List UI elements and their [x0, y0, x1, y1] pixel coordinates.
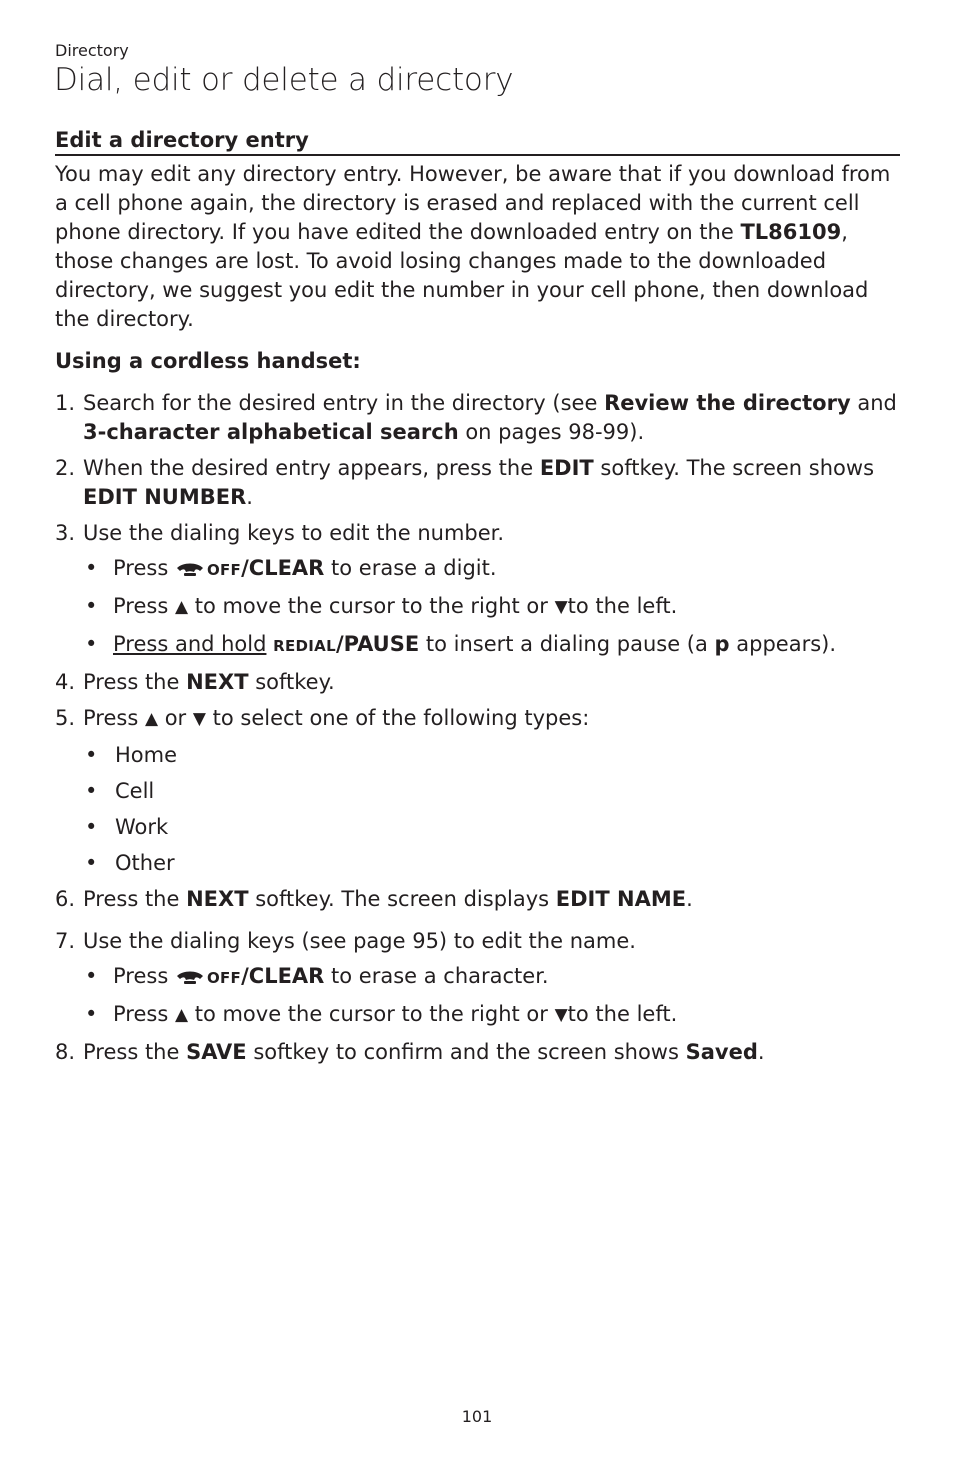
handset-off-icon [175, 561, 205, 577]
step-8 [55, 1038, 900, 1067]
step-7 [55, 927, 900, 1031]
bullet-text: to the left. [567, 594, 678, 618]
step-text: . [757, 1040, 765, 1064]
bullet-erase-character [83, 962, 900, 993]
bullet-move-cursor [83, 592, 900, 623]
step-5 [55, 704, 900, 878]
step-text: Use the dialing keys to edit the number. [83, 521, 505, 545]
bullet-text: appears). [729, 632, 837, 656]
ref-review-directory: Review the directory [604, 391, 851, 415]
type-option [83, 777, 900, 806]
redial-key-label: REDIAL [273, 637, 336, 655]
bullet-dot: • [85, 815, 98, 839]
bullet-text: to move the cursor to the right or [188, 594, 555, 618]
off-key-label: OFF [206, 561, 242, 579]
clear-key-label: /CLEAR [241, 964, 325, 988]
bullet-text: to move the cursor to the right or [188, 1002, 555, 1026]
bullet-text: to insert a dialing pause (a [419, 632, 715, 656]
step-number: 4. [55, 670, 76, 694]
type-label: Home [115, 743, 178, 767]
type-label: Work [115, 815, 169, 839]
edit-name-screen: EDIT NAME [555, 887, 687, 911]
step-text: to select one of the following types: [205, 706, 590, 730]
step-text: Press the [83, 1040, 187, 1064]
step-number: 8. [55, 1040, 76, 1064]
bullet-dot: • [85, 964, 98, 988]
step-text: . [246, 485, 253, 509]
save-softkey-label: SAVE [186, 1040, 247, 1064]
type-option [83, 849, 900, 878]
down-arrow-icon: ▼ [554, 597, 568, 617]
step-text: Press the [83, 887, 187, 911]
step-text: Press [83, 706, 145, 730]
bullet-dot: • [85, 556, 98, 580]
step-number: 1. [55, 391, 76, 415]
step-text: or [158, 706, 193, 730]
page-number: 101 [461, 1407, 493, 1426]
step-number: 2. [55, 456, 76, 480]
step-6 [55, 885, 900, 914]
step-3-bullets [83, 554, 900, 661]
down-arrow-icon: ▼ [192, 709, 206, 729]
bullet-text: to erase a character. [324, 964, 549, 988]
pause-key-label: /PAUSE [335, 632, 420, 656]
type-options-list [83, 741, 900, 878]
step-text: Search for the desired entry in the directory (see [83, 391, 605, 415]
up-arrow-icon: ▲ [144, 709, 159, 729]
step-text: When the desired entry appears, press the [83, 456, 540, 480]
edit-number-screen: EDIT NUMBER [83, 485, 247, 509]
step-text: Press the [83, 670, 187, 694]
bullet-move-cursor [83, 1000, 900, 1031]
intro-paragraph [55, 160, 900, 334]
step-text: softkey. The screen shows [593, 456, 875, 480]
press-and-hold-link[interactable]: Press and hold [113, 632, 267, 656]
bullet-dot: • [85, 594, 98, 618]
off-key-label: OFF [206, 969, 242, 987]
step-text: . [686, 887, 693, 911]
type-label: Cell [115, 779, 155, 803]
handset-off-icon [175, 969, 205, 985]
bullet-text: Press [113, 964, 175, 988]
bullet-text: Press [113, 1002, 175, 1026]
ref-alphabetical-search: 3-character alphabetical search [83, 420, 459, 444]
step-number: 7. [55, 929, 76, 953]
bullet-dot: • [85, 851, 98, 875]
bullet-text: Press [113, 594, 175, 618]
step-text: softkey. The screen displays [248, 887, 556, 911]
bullet-text: to the left. [567, 1002, 678, 1026]
step-number: 3. [55, 521, 76, 545]
step-text: on pages 98-99). [458, 420, 645, 444]
bullet-insert-pause [83, 630, 900, 661]
step-7-bullets [83, 962, 900, 1031]
next-softkey-label: NEXT [186, 670, 249, 694]
edit-softkey-label: EDIT [539, 456, 594, 480]
clear-key-label: /CLEAR [241, 556, 325, 580]
main-content [55, 126, 900, 1074]
step-number: 6. [55, 887, 76, 911]
down-arrow-icon: ▼ [554, 1005, 568, 1025]
type-label: Other [115, 851, 175, 875]
bullet-text: to erase a digit. [324, 556, 497, 580]
bullet-text: Press [113, 556, 175, 580]
bullet-dot: • [85, 1002, 98, 1026]
bullet-dot: • [85, 779, 98, 803]
step-text: and [850, 391, 897, 415]
next-softkey-label: NEXT [186, 887, 249, 911]
intro-text-a: You may edit any directory entry. However, be aware that if you download from a cell phone again, the directory is erased and replaced with the current cell phone directory. If you have edited the downloaded entry on the [55, 162, 891, 244]
type-option [83, 813, 900, 842]
section-heading: Edit a directory entry [55, 126, 900, 156]
up-arrow-icon: ▲ [174, 1005, 189, 1025]
step-text: softkey. [248, 670, 335, 694]
steps-list [55, 389, 900, 1067]
section-label: Directory [55, 41, 129, 60]
step-text: softkey to confirm and the screen shows [246, 1040, 686, 1064]
pause-symbol: p [714, 632, 730, 656]
model-number: TL86109 [740, 220, 842, 244]
bullet-erase-digit [83, 554, 900, 585]
step-2 [55, 454, 900, 512]
using-handset-label: Using a cordless handset: [55, 349, 361, 373]
bullet-dot: • [85, 632, 98, 656]
step-4 [55, 668, 900, 697]
page-title: Dial, edit or delete a directory [54, 62, 514, 98]
step-3 [55, 519, 900, 661]
saved-screen: Saved [685, 1040, 758, 1064]
type-option [83, 741, 900, 770]
up-arrow-icon: ▲ [174, 597, 189, 617]
intro-text-b: , those changes are lost. To avoid losing changes made to the downloaded directory, we suggest you edit the number in your cell phone, then download the directory. [55, 220, 869, 331]
step-1 [55, 389, 900, 447]
bullet-dot: • [85, 743, 98, 767]
step-text: Use the dialing keys (see page 95) to edit the name. [83, 929, 636, 953]
step-number: 5. [55, 706, 76, 730]
